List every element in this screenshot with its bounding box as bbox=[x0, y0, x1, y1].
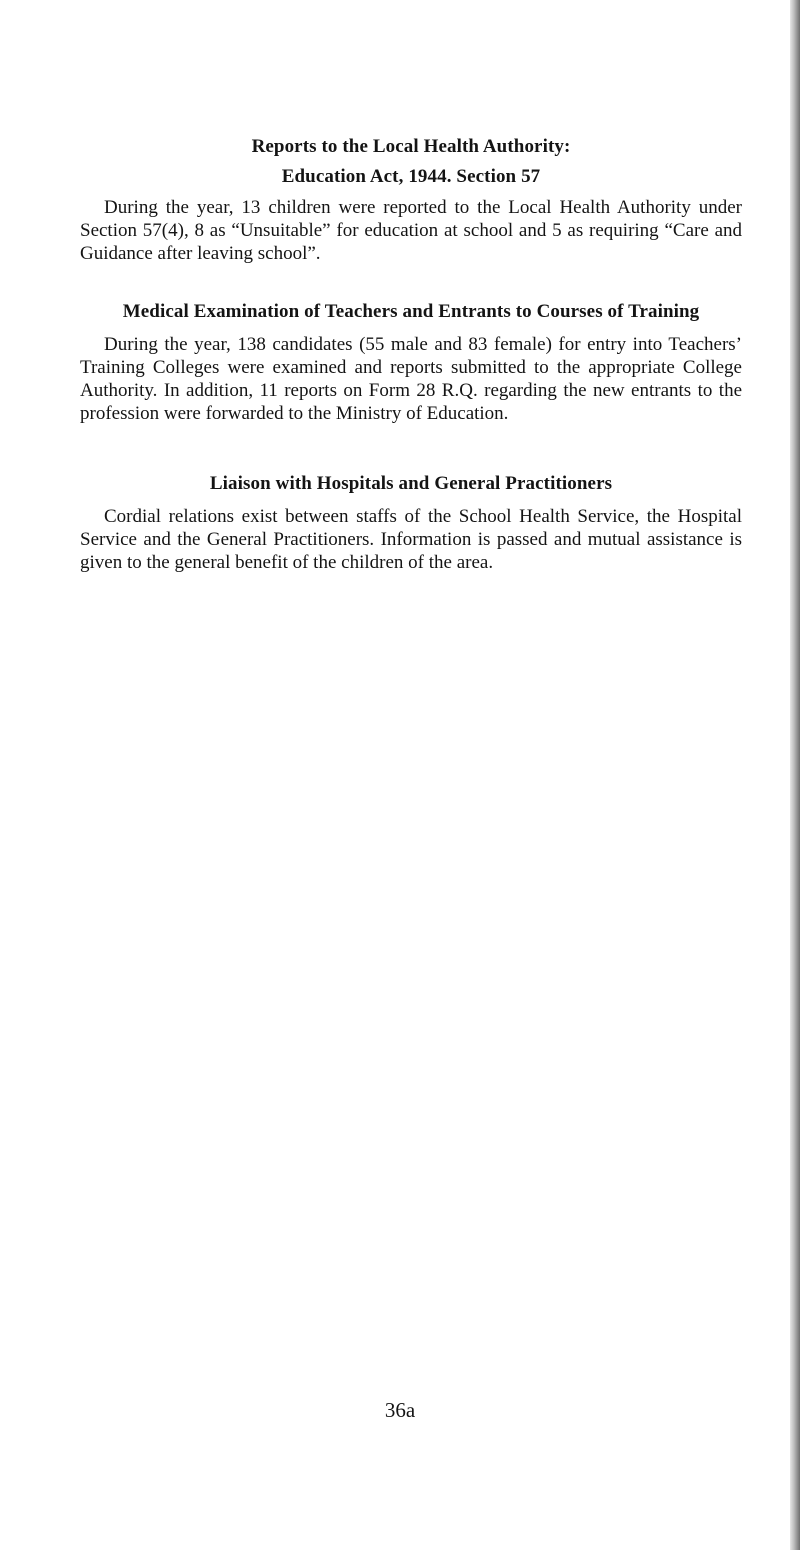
section-heading: Medical Examination of Teachers and Entrants to Courses of Training bbox=[122, 301, 700, 322]
section-heading: Liaison with Hospitals and General Practitioners bbox=[209, 473, 613, 494]
page-edge-shadow bbox=[790, 0, 800, 1550]
document-page bbox=[80, 132, 742, 574]
section-reports-local-health-authority bbox=[80, 132, 742, 265]
section-heading-line: Reports to the Local Health Authority: bbox=[251, 136, 571, 157]
page-number: 36a bbox=[384, 1398, 416, 1422]
section-heading-line: Education Act, 1944. Section 57 bbox=[281, 166, 541, 187]
section-liaison-hospitals bbox=[80, 469, 742, 574]
section-paragraph: During the year, 13 children were reported to the Local Health Authority under Section 57(4), 8 as “Unsuitable” for education at school and 5 as requiring “Care and Guidance after leaving school”. bbox=[80, 197, 742, 264]
section-medical-examination bbox=[80, 297, 742, 425]
section-paragraph: Cordial relations exist between staffs of the School Health Service, the Hospital Service and the General Practitioners. Information is passed and mutual assistance is given to the general benefit of the children of the area. bbox=[80, 506, 742, 573]
section-paragraph: During the year, 138 candidates (55 male and 83 female) for entry into Teachers’ Training Colleges were examined and reports submitted to the appropriate College Authority. In addition, 11 reports on Form 28 R.Q. regarding the new entrants to the profession were forwarded to the Ministry of Education. bbox=[80, 334, 742, 424]
